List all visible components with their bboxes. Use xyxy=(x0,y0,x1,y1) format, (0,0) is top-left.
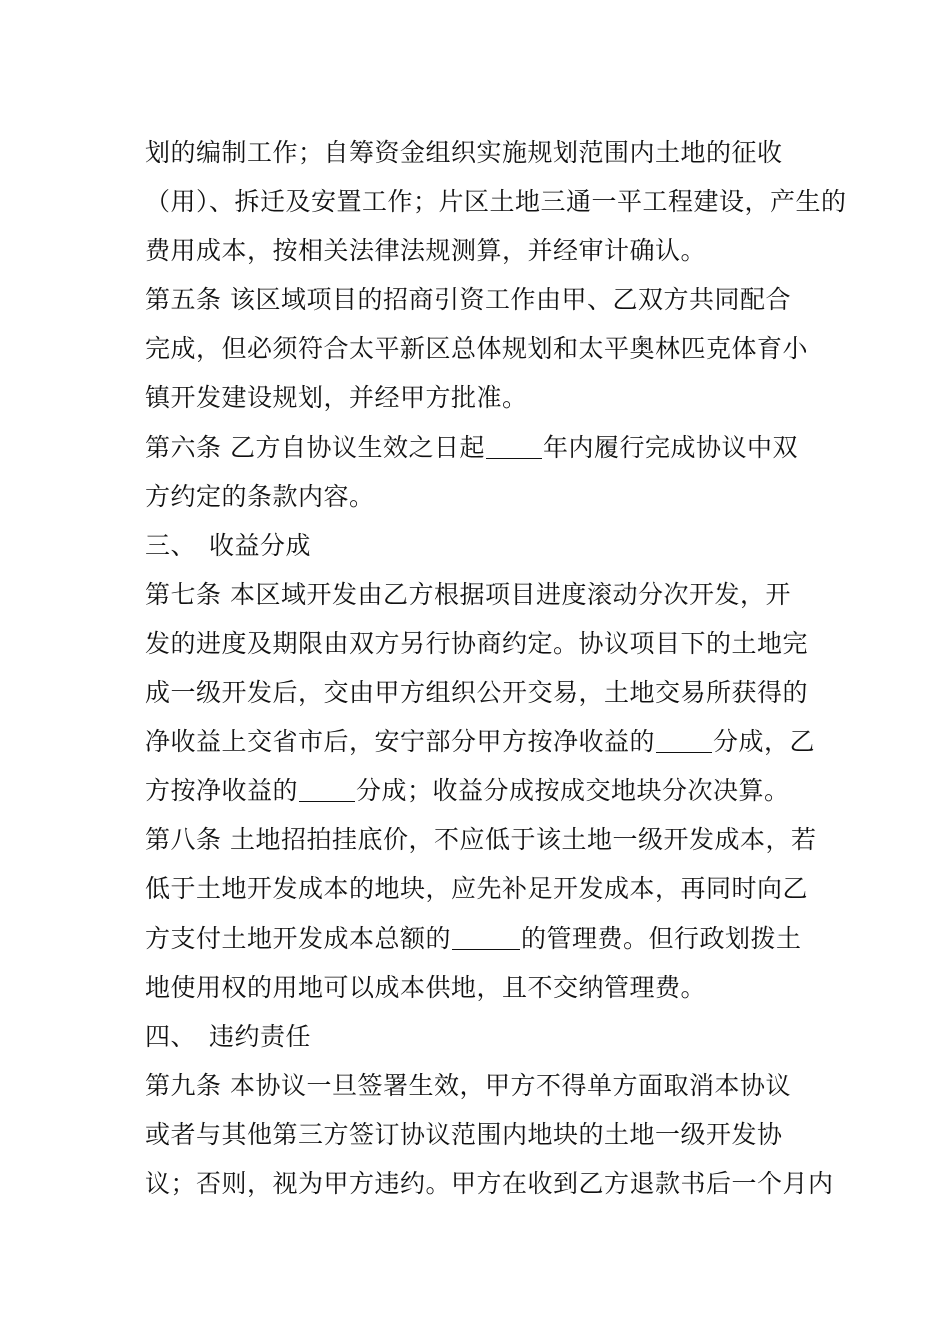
text-line: 发的进度及期限由双方另行协商约定。协议项目下的土地完 xyxy=(145,628,809,658)
text-line xyxy=(145,914,810,963)
text-line: 方约定的条款内容。 xyxy=(145,481,375,511)
text-line: 划的编制工作；自筹资金组织实施规划范围内土地的征收 xyxy=(145,138,783,167)
text-line: 费用成本，按相关法律法规测算，并经审计确认。 xyxy=(145,236,707,266)
text-line: 低于土地开发成本的地块，应先补足开发成本，再同时向乙 xyxy=(145,874,809,904)
text-segment: 分成，乙 xyxy=(713,727,816,757)
section-heading: 三、 收益分成 xyxy=(145,530,312,560)
text-line: 第五条 该区域项目的招商引资工作由甲、乙双方共同配合 xyxy=(145,285,791,315)
text-line: 第八条 土地招拍挂底价，不应低于该土地一级开发成本，若 xyxy=(145,825,817,855)
text-segment: 方按净收益的 xyxy=(145,776,299,806)
text-segment: 第六条 乙方自协议生效之日起 xyxy=(145,432,485,462)
text-line xyxy=(145,766,810,815)
fill-in-blank xyxy=(299,777,355,802)
text-line xyxy=(145,423,810,472)
text-segment: 的管理费。但行政划拨土 xyxy=(521,923,802,953)
text-segment: 净收益上交省市后，安宁部分甲方按净收益的 xyxy=(145,727,656,757)
section-heading: 四、 违约责任 xyxy=(145,1021,312,1051)
text-line: 地使用权的用地可以成本供地，且不交纳管理费。 xyxy=(145,972,707,1002)
text-line: 议；否则，视为甲方违约。甲方在收到乙方退款书后一个月内 xyxy=(145,1168,834,1198)
text-line xyxy=(145,717,816,766)
text-segment: 方支付土地开发成本总额的 xyxy=(145,923,452,953)
text-segment: 分成；收益分成按成交地块分次决算。 xyxy=(356,776,790,806)
fill-in-blank xyxy=(486,434,542,459)
text-line: 成一级开发后，交由甲方组织公开交易，土地交易所获得的 xyxy=(145,678,809,708)
fill-in-blank xyxy=(452,925,520,950)
text-line: 第九条 本协议一旦签署生效，甲方不得单方面取消本协议 xyxy=(145,1070,791,1100)
fill-in-blank xyxy=(656,728,712,753)
text-line: 完成，但必须符合太平新区总体规划和太平奥林匹克体育小 xyxy=(145,334,809,364)
text-line: 或者与其他第三方签订协议范围内地块的土地一级开发协 xyxy=(145,1119,783,1149)
text-line: （用）、拆迁及安置工作；片区土地三通一平工程建设，产生的 xyxy=(145,187,847,217)
text-segment: 年内履行完成协议中双 xyxy=(542,432,798,462)
text-line: 镇开发建设规划，并经甲方批准。 xyxy=(145,383,528,413)
document-body xyxy=(145,128,847,1208)
text-line: 第七条 本区域开发由乙方根据项目进度滚动分次开发，开 xyxy=(145,579,791,609)
